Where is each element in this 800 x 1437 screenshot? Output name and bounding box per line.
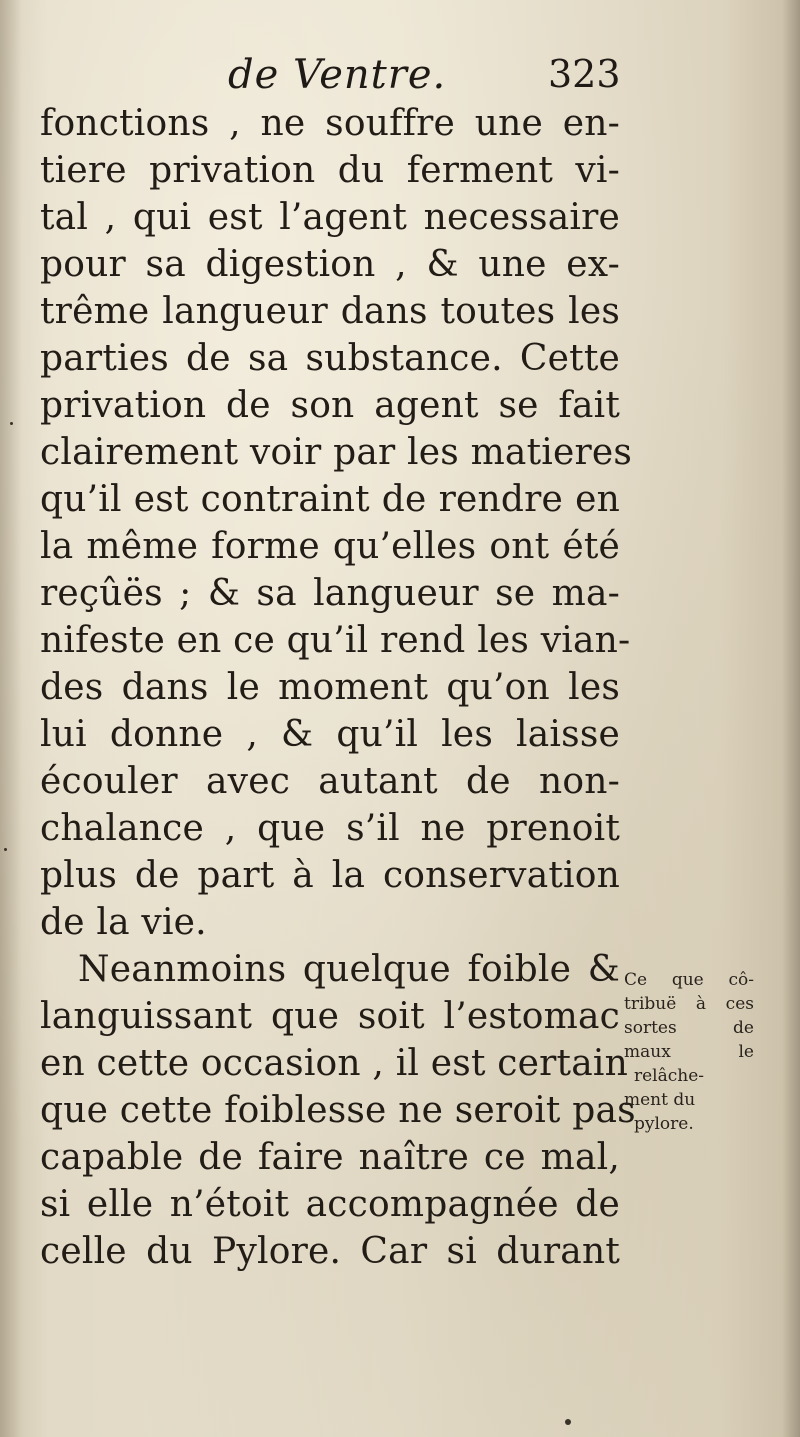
text-line: pour sa digestion , & une ex- <box>40 244 620 285</box>
page-number: 323 <box>548 52 621 96</box>
body-text <box>40 100 636 1275</box>
margin-note-line: sortes de <box>624 1018 754 1038</box>
margin-note-line: Ce que cô- <box>624 970 754 990</box>
text-line: la même forme qu’elles ont été <box>40 526 620 567</box>
text-line: chalance , que s’il ne prenoit <box>40 808 620 849</box>
text-line: plus de part à la conservation <box>40 855 620 896</box>
text-line: clairement voir par les matieres <box>40 432 633 473</box>
page-edge-shadow <box>782 0 800 1437</box>
text-line: reçûës ; & sa langueur se ma- <box>40 573 620 614</box>
margin-note-line: tribuë à ces <box>624 994 754 1014</box>
text-line: parties de sa substance. Cette <box>40 338 620 379</box>
paragraph-end-line: de la vie. <box>40 902 207 943</box>
text-line: celle du Pylore. Car si durant <box>40 1231 620 1272</box>
page-gutter-shadow <box>0 0 22 1437</box>
text-line: capable de faire naître ce mal, <box>40 1137 620 1178</box>
text-line: languissant que soit l’estomac <box>40 996 620 1037</box>
margin-note-line: ment du <box>624 1090 696 1110</box>
ink-speck <box>4 848 7 851</box>
margin-note <box>624 968 754 1136</box>
text-line: des dans le moment qu’on les <box>40 667 620 708</box>
text-line: si elle n’étoit accompagnée de <box>40 1184 620 1225</box>
text-line: en cette occasion , il est certain <box>40 1043 628 1084</box>
text-line: que cette foiblesse ne seroit pas <box>40 1090 636 1131</box>
paragraph-start-line: Neanmoins quelque foible & <box>78 949 620 990</box>
margin-note-line: pylore. <box>634 1114 694 1134</box>
ink-speck <box>10 422 13 425</box>
margin-note-line: maux le <box>624 1042 754 1062</box>
text-line: écouler avec autant de non- <box>40 761 620 802</box>
running-title: de Ventre. <box>228 52 447 98</box>
text-line: qu’il est contraint de rendre en <box>40 479 620 520</box>
text-line: lui donne , & qu’il les laisse <box>40 714 620 755</box>
text-line: fonctions , ne souffre une en- <box>40 103 620 144</box>
text-line: tiere privation du ferment vi- <box>40 150 620 191</box>
page-header <box>228 52 648 102</box>
ink-speck <box>565 1419 571 1425</box>
text-line: tal , qui est l’agent necessaire <box>40 197 620 238</box>
text-line: nifeste en ce qu’il rend les vian- <box>40 620 631 661</box>
text-line: trême langueur dans toutes les <box>40 291 620 332</box>
margin-note-line: relâche- <box>634 1066 705 1086</box>
text-line: privation de son agent se fait <box>40 385 620 426</box>
